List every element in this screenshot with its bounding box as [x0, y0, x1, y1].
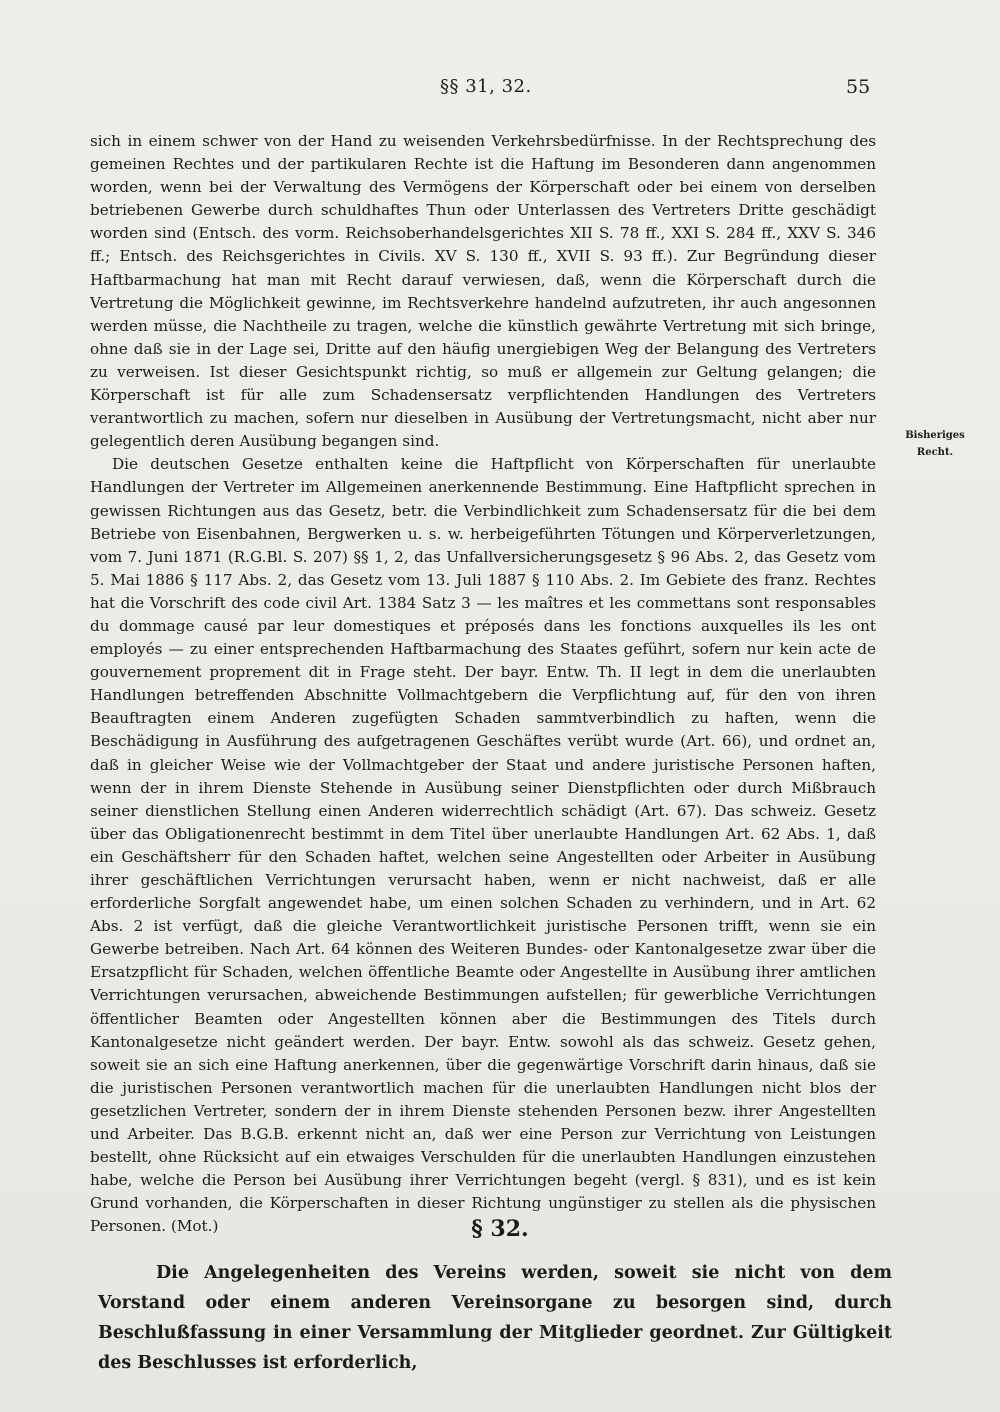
- running-head: §§ 31, 32.: [440, 76, 532, 97]
- statute-paragraph: Die Angelegenheiten des Vereins werden, soweit sie nicht von dem Vorstand oder einem anderen Vereinsorgane zu besorgen sind, durch Beschlußfassung in einer Versammlung der Mitglieder geordnet. Zur Gültigkeit des Beschlusses ist erforderlich,: [98, 1263, 892, 1373]
- margin-note: Bisheriges Recht.: [905, 430, 965, 458]
- commentary-paragraph-2: Die deutschen Gesetze enthalten keine die Haftpflicht von Körperschaften für unerlaubte Handlungen der Vertreter im Allgemeinen anerkennende Bestimmung. Eine Haftpflicht sprechen in gewissen Richtungen aus das Gesetz, betr. die Verbindlichkeit zum Schadensersatz für die bei dem Betriebe von Eisenbahnen, Bergwerken u. s. w. herbeigeführten Tötungen und Körperverletzungen, vom 7. Juni 1871 (R.G.Bl. S. 207) §§ 1, 2, das Unfallversicherungsgesetz § 96 Abs. 2, das Gesetz vom 5. Mai 1886 § 117 Abs. 2, das Gesetz vom 13. Juli 1887 § 110 Abs. 2. Im Gebiete des franz. Rechtes hat die Vorschrift des code civil Art. 1384 Satz 3 — les maîtres et les commettans sont responsables du dommage causé par leur domestiques et préposés dans les fonctions auxquelles ils les ont employés — zu einer entsprechenden Haftbarmachung des Staates geführt, sofern nur kein acte de gouvernement proprement dit in Frage steht. Der bayr. Entw. Th. II legt in dem die unerlaubten Handlungen betreffenden Abschnitte Vollmachtgebern die Verpflichtung auf, für den von ihren Beauftragten einem Anderen zugefügten Schaden sammtverbindlich zu haften, wenn die Beschädigung in Ausführung des aufgetragenen Geschäftes verübt wurde (Art. 66), und ordnet an, daß in gleicher Weise wie der Vollmachtgeber der Staat und andere juristische Personen haften, wenn der in ihrem Dienste Stehende in Ausübung seiner Dienstpflichten oder durch Mißbrauch seiner dienstlichen Stellung einen Anderen widerrechtlich schädigt (Art. 67). Das schweiz. Gesetz über das Obligationenrecht bestimmt in dem Titel über unerlaubte Handlungen Art. 62 Abs. 1, daß ein Geschäftsherr für den Schaden haftet, welchen seine Angestellten oder Arbeiter in Ausübung ihrer geschäftlichen Verrichtungen verursacht haben, wenn er nicht nachweist, daß er alle erforderliche Sorgfalt angewendet habe, um einen solchen Schaden zu verhindern, und in Art. 62 Abs. 2 ist verfügt, daß die gleiche Verantwortlichkeit juristische Personen trifft, wenn sie ein Gewerbe betreiben. Nach Art. 64 können des Weiteren Bundes- oder Kantonalgesetze zwar über die Ersatzpflicht für Schaden, welchen öffentliche Beamte oder Angestellte in Ausübung ihrer amtlichen Verrichtungen verursachen, abweichende Bestimmungen aufstellen; für gewerbliche Verrichtungen öffentlicher Beamten oder Angestellten können aber die Bestimmungen des Titels durch Kantonalgesetze nicht geändert werden. Der bayr. Entw. sowohl als das schweiz. Gesetz gehen, soweit sie an sich eine Haftung anerkennen, über die gegenwärtige Vorschrift darin hinaus, daß sie die juristischen Personen verantwortlich machen für die unerlaubten Handlungen nicht blos der gesetzlichen Vertreter, sondern der in ihrem Dienste stehenden Personen bezw. ihrer Angestellten und Arbeiter. Das B.G.B. erkennt nicht an, daß wer eine Person zur Verrichtung von Leistungen bestellt, ohne Rücksicht auf ein etwaiges Verschulden für die unerlaubten Handlungen einzustehen habe, welche die Person bei Ausübung ihrer Verrichtungen begeht (vergl. § 831), und es ist kein Grund vorhanden, die Körperschaften in dieser Richtung ungünstiger zu stellen als die physischen Personen. (Mot.): [90, 455, 876, 1236]
- section-heading: § 32.: [471, 1216, 529, 1242]
- commentary-text: [90, 130, 876, 1239]
- statute-text: [98, 1258, 892, 1378]
- commentary-paragraph-1: sich in einem schwer von der Hand zu weisenden Verkehrsbedürfnisse. In der Rechtsprechung des gemeinen Rechtes und der partikularen Rechte ist die Haftung im Besonderen dann angenommen worden, wenn bei der Verwaltung des Vermögens der Körperschaft oder bei einem von derselben betriebenen Gewerbe durch schuldhaftes Thun oder Unterlassen des Vertreters Dritte geschädigt worden sind (Entsch. des vorm. Reichsoberhandelsgerichtes XII S. 78 ff., XXI S. 284 ff., XXV S. 346 ff.; Entsch. des Reichsgerichtes in Civils. XV S. 130 ff., XVII S. 93 ff.). Zur Begründung dieser Haftbarmachung hat man mit Recht darauf verwiesen, daß, wenn die Körperschaft durch die Vertretung die Möglichkeit gewinne, im Rechtsverkehre handelnd aufzutreten, ihr auch angesonnen werden müsse, die Nachtheile zu tragen, welche die künstlich gewährte Vertretung mit sich bringe, ohne daß sie in der Lage sei, Dritte auf den häufig unergiebigen Weg der Belangung des Vertreters zu verweisen. Ist dieser Gesichtspunkt richtig, so muß er allgemein zur Geltung gelangen; die Körperschaft ist für alle zum Schadensersatz verpflichtenden Handlungen des Vertreters verantwortlich zu machen, sofern nur dieselben in Ausübung der Vertretungsmacht, nicht aber nur gelegentlich deren Ausübung begangen sind.: [90, 132, 876, 451]
- page-number: 55: [846, 76, 871, 98]
